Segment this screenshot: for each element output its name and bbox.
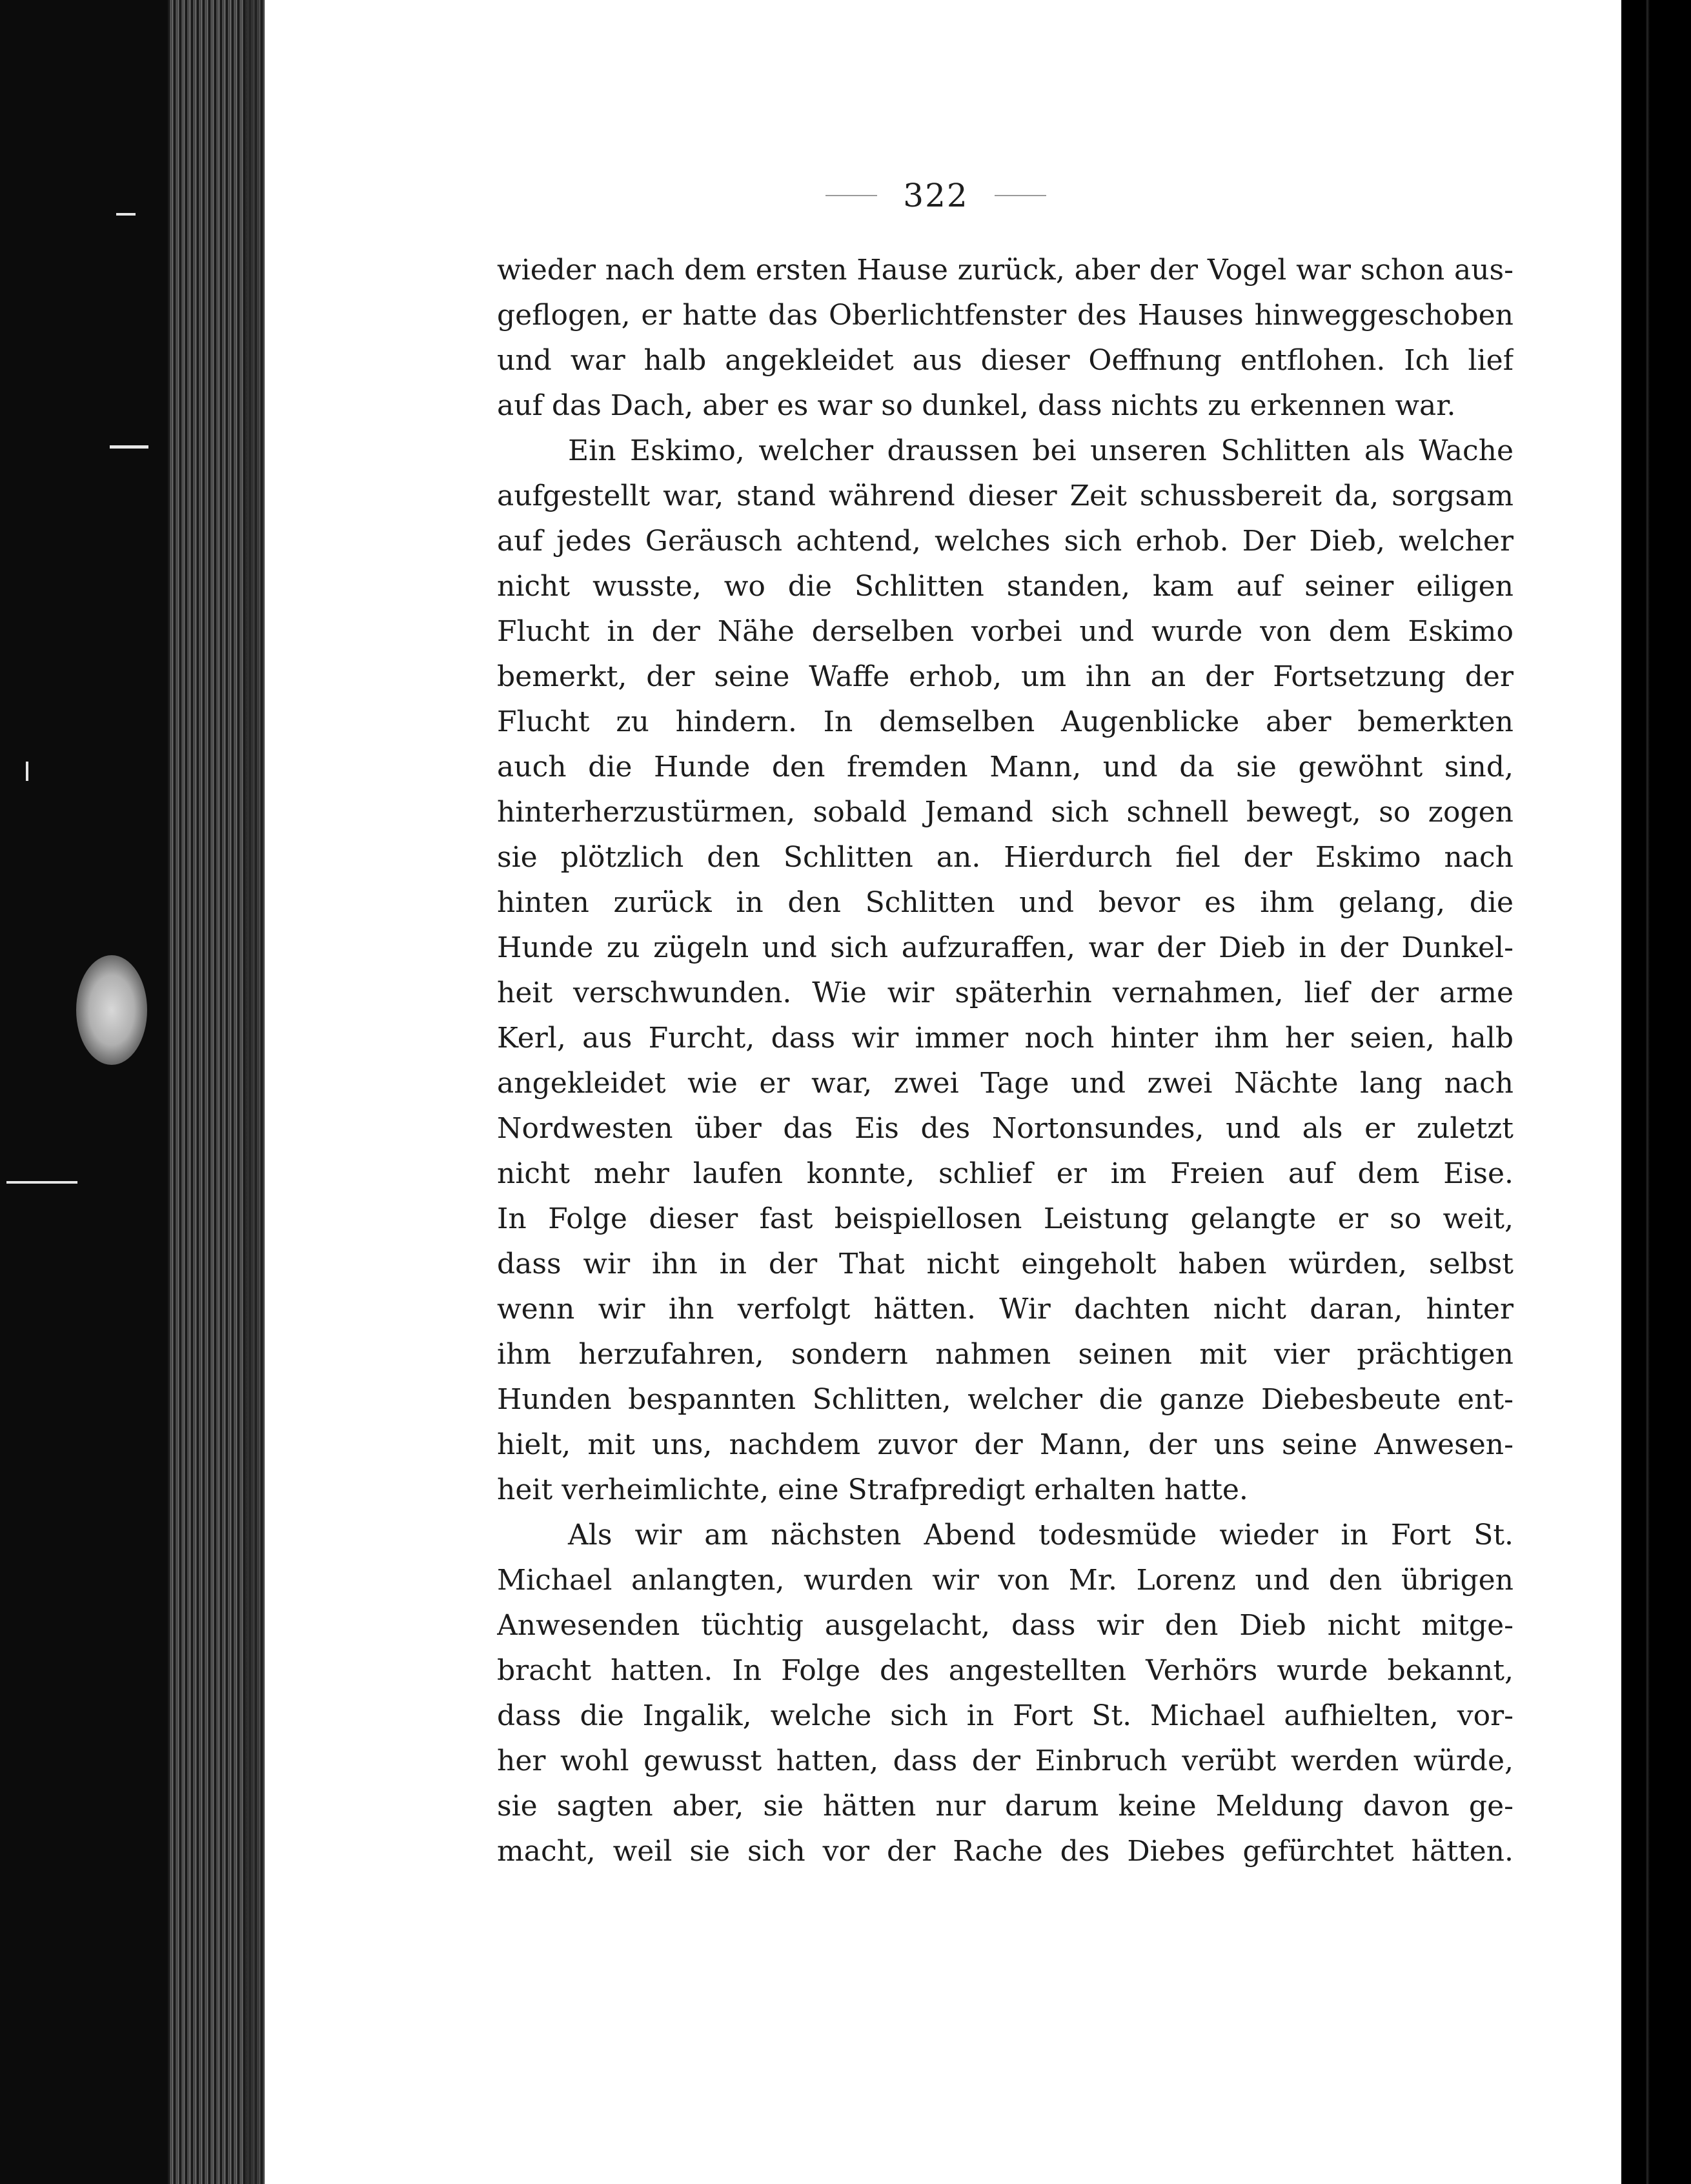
- page-right-margin: [1614, 0, 1621, 2184]
- scanner-border: [1621, 0, 1691, 2184]
- text-line: geflogen, er hatte das Oberlichtfenster des Hauses hinweggeschoben: [497, 299, 1514, 332]
- text-line: Ein Eskimo, welcher draussen bei unseren Schlitten als Wache: [568, 434, 1514, 467]
- page-number: [794, 173, 1078, 218]
- text-line: auch die Hunde den fremden Mann, und da sie gewöhnt sind,: [497, 751, 1514, 784]
- scan-speck: [110, 445, 148, 449]
- text-line: ihm herzufahren, sondern nahmen seinen mit vier prächtigen: [497, 1338, 1514, 1371]
- text-line: bracht hatten. In Folge des angestellten Verhörs wurde bekannt,: [497, 1654, 1514, 1687]
- text-line: aufgestellt war, stand während dieser Zeit schussbereit da, sorgsam: [497, 480, 1514, 512]
- text-line: wenn wir ihn verfolgt hätten. Wir dachten nicht daran, hinter: [497, 1293, 1514, 1326]
- scan-speck: [116, 213, 136, 216]
- page-number-dash-left: [825, 195, 877, 196]
- scan-stain: [76, 955, 147, 1065]
- text-line: heit verheimlichte, eine Strafpredigt erhalten hatte.: [497, 1473, 1248, 1506]
- book-gutter: [0, 0, 168, 2184]
- text-line: her wohl gewusst hatten, dass der Einbruch verübt werden würde,: [497, 1744, 1514, 1777]
- text-line: bemerkt, der seine Waffe erhob, um ihn an der Fortsetzung der: [497, 660, 1514, 693]
- scan-speck: [26, 762, 28, 781]
- text-line: Flucht zu hindern. In demselben Augenblicke aber bemerkten: [497, 705, 1514, 738]
- text-line: macht, weil sie sich vor der Rache des Diebes gefürchtet hätten.: [497, 1835, 1514, 1868]
- text-line: Kerl, aus Furcht, dass wir immer noch hinter ihm her seien, halb: [497, 1022, 1514, 1055]
- text-line: sie plötzlich den Schlitten an. Hierdurch fiel der Eskimo nach: [497, 841, 1514, 874]
- text-line: hielt, mit uns, nachdem zuvor der Mann, der uns seine Anwesen-: [497, 1428, 1514, 1461]
- text-line: In Folge dieser fast beispiellosen Leistung gelangte er so weit,: [497, 1202, 1514, 1235]
- text-line: und war halb angekleidet aus dieser Oeffnung entflohen. Ich lief: [497, 344, 1514, 377]
- text-line: dass die Ingalik, welche sich in Fort St. Michael aufhielten, vor-: [497, 1699, 1514, 1732]
- text-line: Hunden bespannten Schlitten, welcher die ganze Diebesbeute ent-: [497, 1383, 1514, 1416]
- text-line: Nordwesten über das Eis des Nortonsundes, und als er zuletzt: [497, 1112, 1514, 1145]
- text-line: Als wir am nächsten Abend todesmüde wieder in Fort St.: [568, 1519, 1514, 1552]
- text-line: auf das Dach, aber es war so dunkel, dass nichts zu erkennen war.: [497, 389, 1456, 422]
- text-line: nicht wusste, wo die Schlitten standen, kam auf seiner eiligen: [497, 570, 1514, 603]
- text-line: angekleidet wie er war, zwei Tage und zwei Nächte lang nach: [497, 1067, 1514, 1100]
- text-line: Michael anlangten, wurden wir von Mr. Lorenz und den übrigen: [497, 1564, 1514, 1597]
- text-line: Hunde zu zügeln und sich aufzuraffen, war der Dieb in der Dunkel-: [497, 931, 1514, 964]
- scan-speck: [6, 1181, 77, 1184]
- page-number-dash-right: [995, 195, 1046, 196]
- text-line: hinterherzustürmen, sobald Jemand sich schnell bewegt, so zogen: [497, 796, 1514, 829]
- text-line: dass wir ihn in der That nicht eingeholt haben würden, selbst: [497, 1248, 1514, 1280]
- text-line: nicht mehr laufen konnte, schlief er im Freien auf dem Eise.: [497, 1157, 1514, 1190]
- text-line: sie sagten aber, sie hätten nur darum keine Meldung davon ge-: [497, 1790, 1514, 1823]
- text-line: wieder nach dem ersten Hause zurück, aber der Vogel war schon aus-: [497, 254, 1514, 287]
- body-text: [497, 248, 1514, 1874]
- text-line: Flucht in der Nähe derselben vorbei und wurde von dem Eskimo: [497, 615, 1514, 648]
- text-line: auf jedes Geräusch achtend, welches sich erhob. Der Dieb, welcher: [497, 525, 1514, 558]
- text-line: hinten zurück in den Schlitten und bevor es ihm gelang, die: [497, 886, 1514, 919]
- text-line: heit verschwunden. Wie wir späterhin vernahmen, lief der arme: [497, 976, 1514, 1009]
- text-line: Anwesenden tüchtig ausgelacht, dass wir den Dieb nicht mitge-: [497, 1609, 1514, 1642]
- page-number-text: 322: [903, 177, 969, 214]
